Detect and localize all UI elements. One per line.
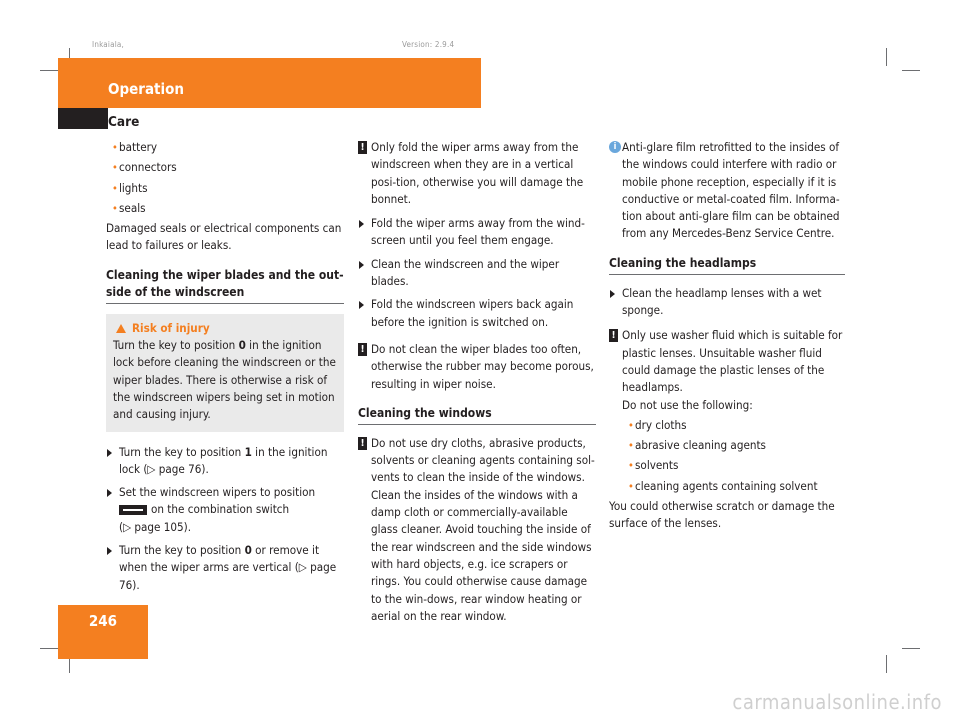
header-black-tab <box>58 108 108 129</box>
crop-mark <box>40 70 58 71</box>
step-clean-blades: Clean the windscreen and the wiper blades. <box>358 256 596 291</box>
damage-note: Damaged seals or electrical components can lead to failures or leaks. <box>106 221 342 253</box>
wiper-switch-icon <box>119 505 147 515</box>
step-clean-headlamps: Clean the headlamp lenses with a wet sponge. <box>609 285 845 320</box>
warning-title: Risk of injury <box>132 320 210 335</box>
step-turn-key: Turn the key to position 1 in the ignition lock (▷ page 76). <box>106 444 344 479</box>
note-scratch: You could otherwise scratch or damage the surface of the lenses. <box>609 499 835 531</box>
printer-mark-right: Version: 2.9.4 <box>402 40 455 49</box>
note-fold-arms: ! Only fold the wiper arms away from the windscreen when they are in a vertical posi-tion, otherwise you will damage the bonnet. <box>358 139 596 208</box>
crop-mark <box>902 648 920 649</box>
crop-mark <box>902 70 920 71</box>
caution-icon: ! <box>358 437 367 450</box>
section-title: Operation <box>108 80 185 98</box>
caution-icon: ! <box>609 329 618 342</box>
crop-mark <box>886 655 887 673</box>
note-windows: ! Do not use dry cloths, abrasive products, solvents or cleaning agents containing sol-vents to clean the inside of the windows. Clean the insides of the windows with a damp cloth or commercially-available glass cleaner. Avoid touching the inside of the rear windscreen and the side windows with hard objects, e.g. ice scrapers or rings. You could otherwise cause damage to the win-dows, rear window heating or aerial on the rear window. <box>358 435 596 625</box>
bullet-item: • seals <box>106 200 344 217</box>
info-icon: i <box>609 141 621 153</box>
bullet-item: • cleaning agents containing solvent <box>622 478 845 495</box>
step-fold-back: Fold the windscreen wipers back again before the ignition is switched on. <box>358 296 596 331</box>
heading-headlamps: Cleaning the headlamps <box>609 255 845 275</box>
bullet-item: • lights <box>106 180 344 197</box>
bullet-item: • connectors <box>106 159 344 176</box>
info-anti-glare: i Anti-glare film retrofitted to the insides of the windows could interfere with radio or mobile phone reception, especially if it is conductive or metal-coated film. Informa-tion about anti-glare film can be obtained from any Mercedes-Benz Service Centre. <box>609 139 845 243</box>
heading-wiper-blades: Cleaning the wiper blades and the out-side of the windscreen <box>106 267 344 304</box>
heading-windows: Cleaning the windows <box>358 405 596 425</box>
warning-box <box>106 314 344 432</box>
subsection-title: Care <box>108 114 140 130</box>
watermark: carmanualsonline.info <box>732 690 942 714</box>
step-remove-key: Turn the key to position 0 or remove it when the wiper arms are vertical (▷ page 76). <box>106 542 344 594</box>
column-right <box>609 139 845 533</box>
column-left <box>106 139 344 600</box>
page-number: 246 <box>88 612 118 630</box>
bullet-item: • battery <box>106 139 344 156</box>
step-set-wipers: Set the windscreen wipers to position on the combination switch (▷ page 105). <box>106 484 344 536</box>
step-fold-arms: Fold the wiper arms away from the wind-screen until you feel them engage. <box>358 215 596 250</box>
note-washer-fluid: ! Only use washer fluid which is suitable for plastic lenses. Unsuitable washer fluid could damage the plastic lenses of the headlamps. Do not use the following: • dry cloths • abrasive cleaning agents • solvents • cleaning agents containing solvent <box>609 327 845 495</box>
column-middle <box>358 139 596 632</box>
bullet-item: • solvents <box>622 457 845 474</box>
bullet-item: • abrasive cleaning agents <box>622 437 845 454</box>
caution-icon: ! <box>358 343 367 356</box>
bullet-item: • dry cloths <box>622 417 845 434</box>
printer-mark-left: Inkaiala, <box>92 40 125 49</box>
warning-text: Turn the key to position 0 in the ignition lock before cleaning the windscreen or the wiper blades. There is otherwise a risk of the windscreen wipers being set in motion and causing injury. <box>113 338 336 422</box>
caution-icon: ! <box>358 141 367 154</box>
note-wiper-noise: ! Do not clean the wiper blades too often, otherwise the rubber may become porous, resulting in wiper noise. <box>358 341 596 393</box>
crop-mark <box>40 648 58 649</box>
warning-triangle-icon <box>116 324 126 333</box>
crop-mark <box>886 48 887 66</box>
